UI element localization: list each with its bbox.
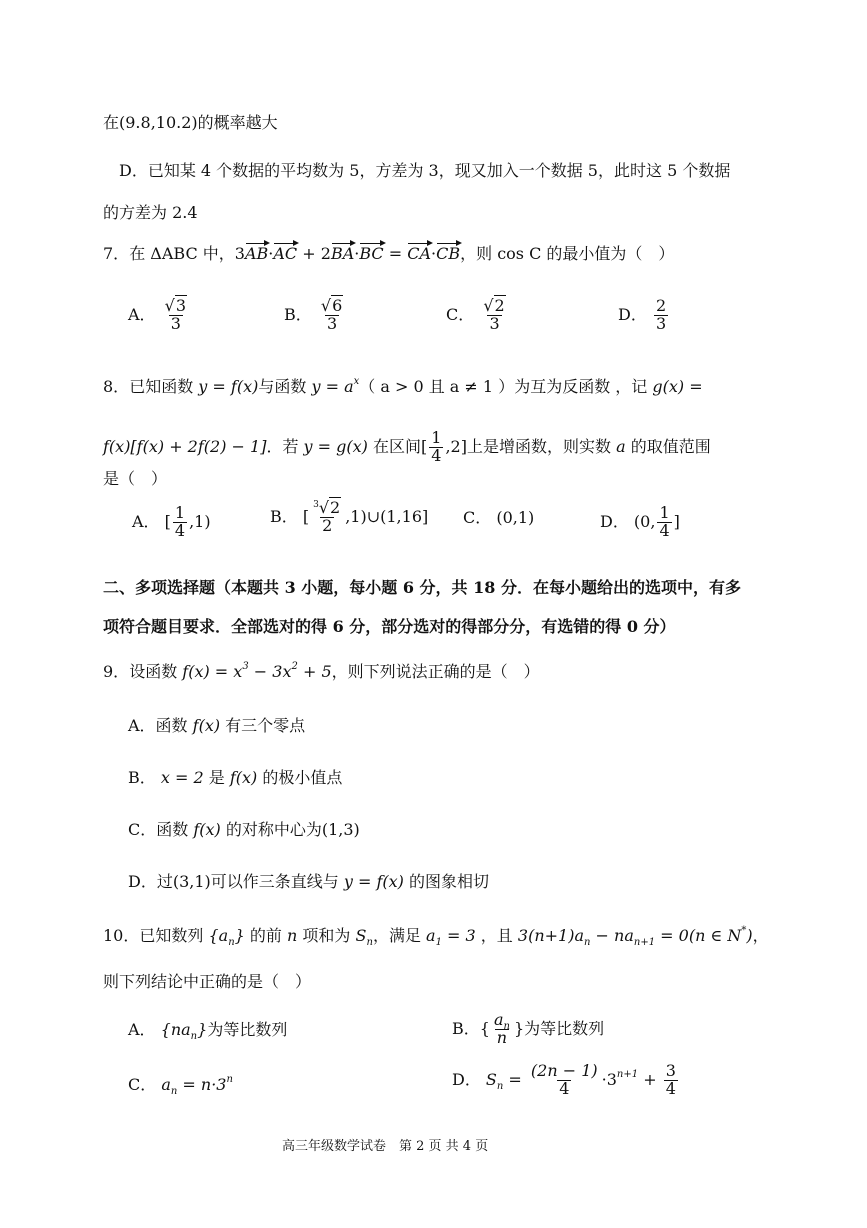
q7-option-c: C． $\frac{√2}{3}$: [446, 296, 505, 333]
q8-option-d: D． (0, $\frac{1}{4}$ ]: [600, 503, 680, 540]
q8-stem-line2: f(x)[f(x) + 2f(2) − 1]．若 y = g(x) 在区间[ $\frac{1}{4}$ ,2]上是增函数，则实数 a 的取值范围: [103, 428, 711, 465]
q8-option-a: A． [ $\frac{1}{4}$ ,1): [132, 503, 211, 540]
q6-option-c-end: 在(9.8,10.2)的概率越大: [103, 113, 278, 132]
q10-option-d: D． $S_n$ = $\frac{(2n - 1)}{4}$ $\cdot 3^{n+1}$ + $\frac{3}{4}$: [452, 1061, 676, 1098]
q9-stem: 9．设函数 $f(x) = x^3 - 3x^2 + 5$，则下列说法正确的是（ ）: [103, 661, 540, 681]
q8-stem-line1: 8．已知函数 y = f(x)与函数 $y = a^x$（ a > 0 且 a ≠ 1 ）为互为反函数 ，记 g(x) =: [103, 376, 703, 396]
q8-option-b: B． [ $\frac{^3√2}{2}$ ,1)∪(1,16]: [270, 498, 429, 535]
q7-option-a: A． $\frac{√3}{3}$: [128, 296, 187, 333]
q10-stem-line2: 则下列结论中正确的是（ ）: [103, 972, 312, 991]
q8-option-c: C． (0,1): [463, 508, 535, 527]
q8-stem-line3: 是（ ）: [103, 469, 168, 488]
page-footer: 高三年级数学试卷 第 2 页 共 4 页: [282, 1139, 489, 1154]
q6-option-d: D．已知某 4 个数据的平均数为 5，方差为 3，现又加入一个数据 5，此时这 5 个数据: [119, 161, 731, 180]
q10-stem-line1: 10．已知数列 $\{a_n\}$ 的前 n 项和为 $S_n$，满足 $a_1 = 3$ ，且 $3(n+1)a_n - na_{n+1} = 0(n$ ∈ N*)，: [103, 925, 769, 948]
q7-option-b: B． $\frac{√6}{3}$: [284, 296, 343, 333]
section2-heading-line1: 二、多项选择题（本题共 3 小题，每小题 6 分，共 18 分．在每小题给出的选项中，有多: [103, 578, 741, 597]
q7-text-before: 在 ΔABC 中，: [129, 244, 235, 263]
q7-option-a-label: A．: [128, 304, 156, 324]
q9-option-a: A．函数 f(x) 有三个零点: [128, 716, 306, 735]
section2-heading-line2: 项符合题目要求．全部选对的得 6 分，部分选对的得部分分，有选错的得 0 分）: [103, 617, 676, 636]
q10-option-b: B．{ $\frac{a_n}{n}$ }为等比数列: [452, 1010, 605, 1047]
q9-option-d: D．过(3,1)可以作三条直线与 y = f(x) 的图象相切: [128, 872, 489, 891]
q7-number: 7．: [103, 244, 130, 263]
q7-option-d: D． $\frac{2}{3}$: [618, 296, 667, 333]
q7-option-c-label: C．: [446, 304, 475, 324]
q9-option-c: C．函数 f(x) 的对称中心为(1,3): [128, 820, 360, 839]
q7-text-after: ，则 cos C 的最小值为（ ）: [460, 244, 675, 263]
q7-option-d-label: D．: [618, 304, 647, 324]
q9-option-b: B． x = 2 是 f(x) 的极小值点: [128, 768, 343, 787]
q10-option-a: A． $\{na_n\}$为等比数列: [128, 1020, 288, 1042]
q7-stem: [103, 246, 674, 262]
q7-vector-equation: 3AB·AC + 2BA·BC = CA·CB: [234, 244, 461, 263]
q6-option-d-cont: 的方差为 2.4: [103, 203, 198, 222]
q10-option-c: C． $a_n = n\cdot 3^n$: [128, 1074, 233, 1097]
q7-option-b-label: B．: [284, 304, 312, 324]
